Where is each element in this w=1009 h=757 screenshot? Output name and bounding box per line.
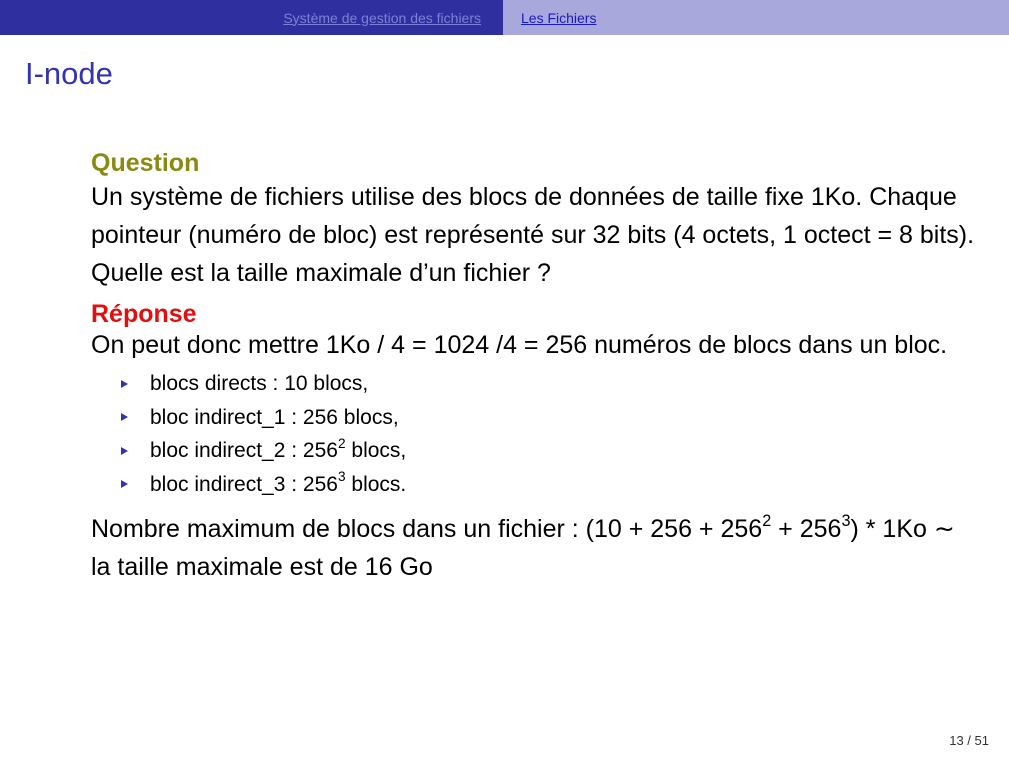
list-item	[121, 401, 981, 435]
page-number: 13 / 51	[949, 733, 989, 748]
block-list	[91, 367, 981, 501]
list-item	[121, 434, 981, 468]
question-heading: Question	[91, 149, 200, 177]
question-text: Un système de fichiers utilise des blocs de données de taille fixe 1Ko. Chaque pointeur (numéro de bloc) est représenté sur 32 bits (4 octets, 1 octect = 8 bits). Quelle est la taille maximale d’un fichier ?	[91, 183, 975, 287]
answer-text: On peut donc mettre 1Ko / 4 = 1024 /4 = 256 numéros de blocs dans un bloc.	[91, 331, 948, 359]
header-nav-bar	[0, 0, 1009, 35]
list-item-text: bloc indirect_1 : 256 blocs,	[150, 405, 399, 429]
conclusion-text: Nombre maximum de blocs dans un fichier : $(10 + 256 + 256^2 + 256^3) * 1Ko$ ∼ la taille maximale est de 16 Go	[91, 512, 955, 581]
exponent: 3	[337, 469, 346, 485]
exponent: 2	[762, 512, 772, 531]
list-item-text: bloc indirect_3 : $256^3$ blocs.	[150, 469, 407, 496]
slide-title: I-node	[25, 56, 113, 91]
nav-section	[0, 0, 503, 35]
triangle-bullet-icon	[121, 447, 128, 455]
nav-link-subsection[interactable]: Les Fichiers	[521, 9, 597, 26]
list-item-text: bloc indirect_2 : $256^2$ blocs,	[150, 435, 407, 462]
exponent: 2	[337, 435, 346, 451]
list-item	[121, 468, 981, 502]
triangle-bullet-icon	[121, 480, 128, 488]
list-item	[121, 367, 981, 401]
tilde-symbol: ∼	[926, 515, 955, 543]
nav-link-section[interactable]: Système de gestion des fichiers	[283, 9, 481, 26]
list-item-text: blocs directs : 10 blocs,	[150, 372, 369, 395]
exponent: 3	[841, 512, 851, 531]
triangle-bullet-icon	[121, 413, 128, 421]
answer-heading: Réponse	[91, 300, 197, 328]
nav-subsection	[503, 0, 1009, 35]
triangle-bullet-icon	[121, 380, 128, 388]
slide-content	[91, 147, 981, 586]
